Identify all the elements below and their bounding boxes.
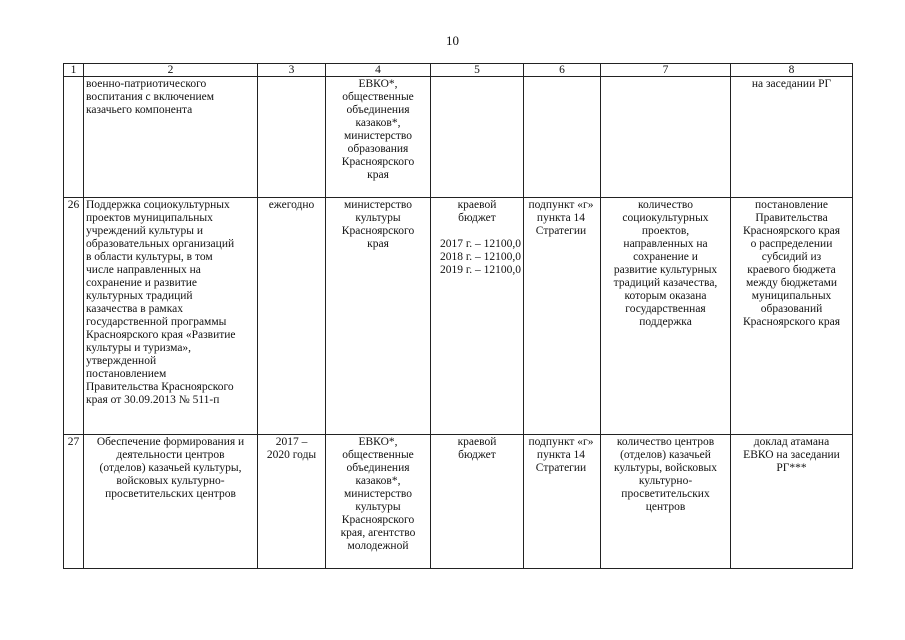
col-header-8: 8 [731, 64, 853, 77]
indicator [601, 77, 731, 198]
result: на заседании РГ [731, 77, 853, 198]
plan-table [63, 63, 853, 569]
executors: ЕВКО*, общественные объединения казаков*, министерство культуры Красноярского края, агентство молодежной [326, 435, 431, 569]
basis [524, 77, 601, 198]
term: ежегодно [258, 198, 326, 435]
col-header-6: 6 [524, 64, 601, 77]
funding: краевой бюджет [431, 435, 524, 569]
header-row [64, 64, 853, 77]
term [258, 77, 326, 198]
table-row [64, 198, 853, 435]
executors: министерство культуры Красноярского края [326, 198, 431, 435]
table-row [64, 435, 853, 569]
funding-cell [431, 198, 524, 435]
row-number: 27 [64, 435, 84, 569]
col-header-7: 7 [601, 64, 731, 77]
col-header-3: 3 [258, 64, 326, 77]
col-header-4: 4 [326, 64, 431, 77]
indicator: количество социокультурных проектов, направленных на сохранение и развитие культурных традиций казачества, которым оказана государственная поддержка [601, 198, 731, 435]
row-number [64, 77, 84, 198]
result: доклад атамана ЕВКО на заседании РГ*** [731, 435, 853, 569]
measure-name: Обеспечение формирования и деятельности центров (отделов) казачьей культуры, войсковых культурно- просветительских центров [84, 435, 258, 569]
executors: ЕВКО*, общественные объединения казаков*, министерство образования Красноярского края [326, 77, 431, 198]
basis: подпункт «г» пункта 14 Стратегии [524, 198, 601, 435]
basis: подпункт «г» пункта 14 Стратегии [524, 435, 601, 569]
col-header-2: 2 [84, 64, 258, 77]
measure-name: Поддержка социокультурных проектов муниципальных учреждений культуры и образовательных организаций в области культуры, в том числе направленных на сохранение и развитие культурных традиций казачества в рамках государственной программы Красноярского края «Развитие культуры и туризма», утвержденной постановлением Правительства Красноярского края от 30.09.2013 № 511-п [84, 198, 258, 435]
measure-name: военно-патриотического воспитания с включением казачьего компонента [84, 77, 258, 198]
col-header-5: 5 [431, 64, 524, 77]
indicator: количество центров (отделов) казачьей культуры, войсковых культурно- просветительских центров [601, 435, 731, 569]
table-row [64, 77, 853, 198]
funding: краевой бюджет [457, 199, 497, 224]
funding [431, 77, 524, 198]
funding-years: 2017 г. – 12100,0 2018 г. – 12100,0 2019 г. – 12100,0 [439, 238, 521, 276]
term: 2017 – 2020 годы [258, 435, 326, 569]
result: постановление Правительства Красноярского края о распределении субсидий из краевого бюджета между бюджетами муниципальных образований Красноярского края [731, 198, 853, 435]
row-number: 26 [64, 198, 84, 435]
page-number: 10 [446, 33, 459, 48]
col-header-1: 1 [64, 64, 84, 77]
